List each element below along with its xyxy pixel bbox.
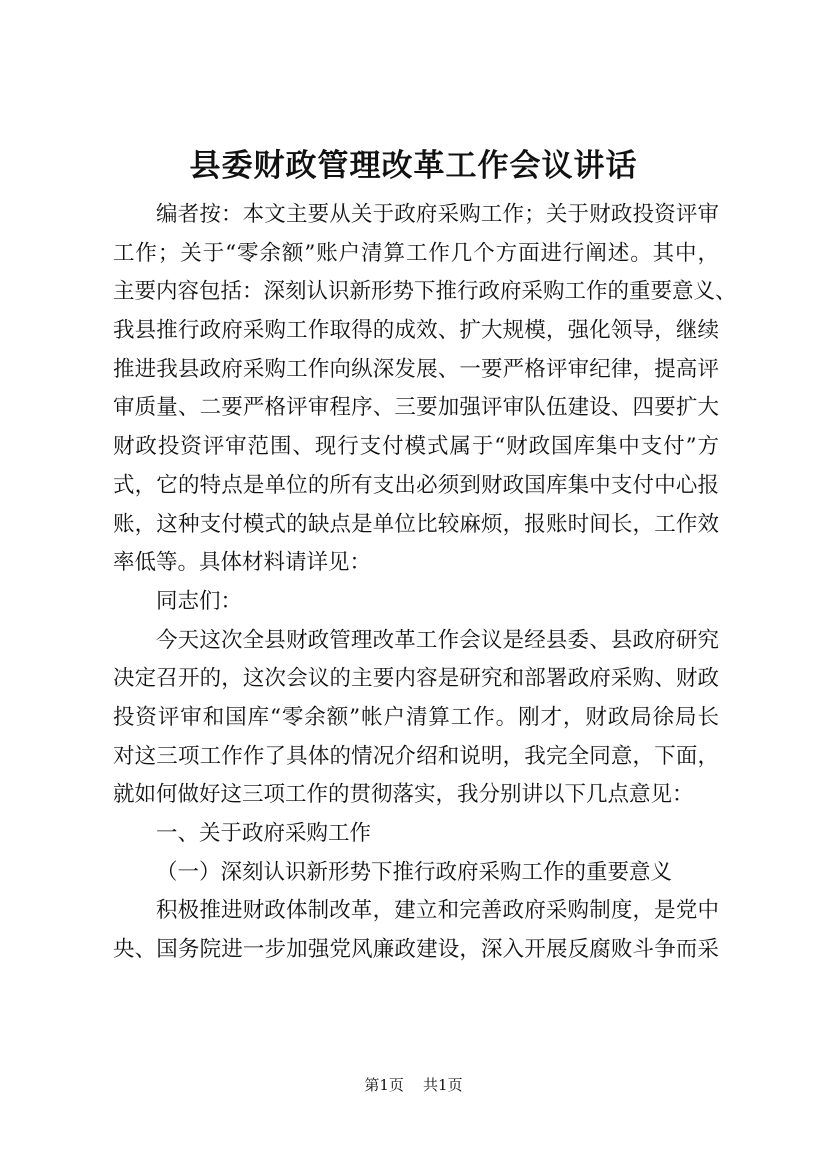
paragraph-line: 我县推行政府采购工作取得的成效、扩大规模，强化领导，继续 — [113, 318, 719, 344]
document-title: 县委财政管理改革工作会议讲话 — [189, 148, 638, 184]
page-total: 共1页 — [423, 1076, 463, 1094]
subsection-heading: （一）深刻认识新形势下推行政府采购工作的重要意义 — [156, 859, 673, 885]
paragraph-line: 审质量、二要严格评审程序、三要加强评审队伍建设、四要扩大 — [113, 395, 719, 421]
page-footer — [0, 1075, 827, 1095]
section-heading: 一、关于政府采购工作 — [156, 821, 372, 846]
paragraph-line: 推进我县政府采购工作向纵深发展、一要严格评审纪律，提高评 — [113, 356, 719, 382]
paragraph-line: 主要内容包括：深刻认识新形势下推行政府采购工作的重要意义、 — [113, 279, 737, 305]
paragraph-line: 今天这次全县财政管理改革工作会议是经县委、县政府研究 — [156, 627, 719, 653]
paragraph-line: 率低等。具体材料请详见： — [113, 550, 372, 576]
page-number: 第1页 — [364, 1076, 404, 1094]
paragraph-line: 投资评审和国库“零余额”帐户清算工作。刚才，财政局徐局长 — [113, 704, 719, 730]
paragraph-line: 财政投资评审范围、现行支付模式属于“财政国库集中支付”方 — [113, 434, 719, 460]
paragraph-line: 式，它的特点是单位的所有支出必须到财政国库集中支付中心报 — [113, 472, 719, 498]
salutation-line: 同志们： — [156, 588, 243, 614]
paragraph-line: 对这三项工作作了具体的情况介绍和说明，我完全同意，下面， — [113, 743, 719, 769]
paragraph-line: 账，这种支付模式的缺点是单位比较麻烦，报账时间长，工作效 — [113, 511, 719, 537]
paragraph-line: 决定召开的，这次会议的主要内容是研究和部署政府采购、财政 — [113, 666, 719, 692]
document-body — [113, 196, 737, 970]
paragraph-line: 就如何做好这三项工作的贯彻落实，我分别讲以下几点意见： — [113, 782, 694, 808]
paragraph-line: 央、国务院进一步加强党风廉政建设，深入开展反腐败斗争而采 — [113, 937, 719, 963]
paragraph-line: 工作；关于“零余额”账户清算工作几个方面进行阐述。其中， — [113, 240, 719, 266]
paragraph-line: 积极推进财政体制改革，建立和完善政府采购制度，是党中 — [156, 898, 719, 924]
paragraph-line: 编者按：本文主要从关于政府采购工作；关于财政投资评审 — [156, 202, 719, 227]
